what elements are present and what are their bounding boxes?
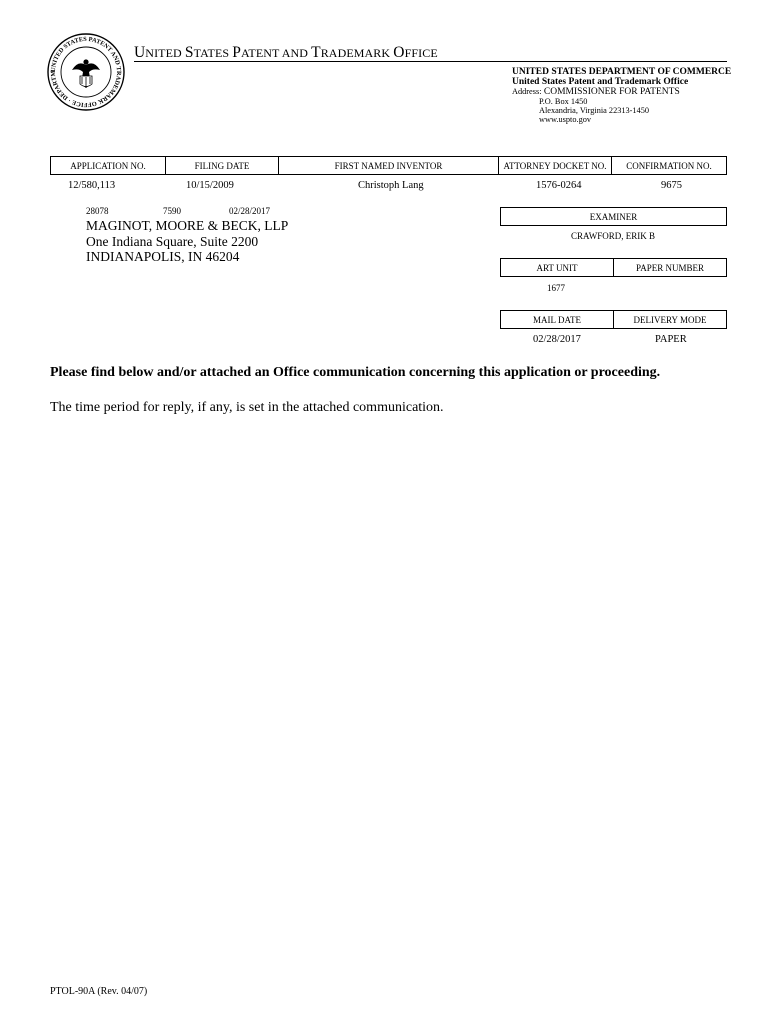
application-header-row — [50, 156, 727, 175]
header-application-no: APPLICATION NO. — [50, 156, 165, 175]
art-unit-label: ART UNIT — [500, 258, 614, 277]
address-line — [512, 87, 731, 97]
office-title-rest: FFICE — [404, 46, 438, 60]
examiner-name: CRAWFORD, ERIK B — [571, 231, 656, 241]
header-confirmation-no: CONFIRMATION NO. — [611, 156, 727, 175]
city-state-zip: Alexandria, Virginia 22313-1450 — [539, 106, 650, 115]
art-unit: 1677 — [547, 283, 565, 293]
office-title-cap: U — [134, 44, 146, 61]
po-box: P.O. Box 1450 — [539, 97, 588, 106]
office-title-cap: O — [393, 44, 405, 61]
department-address — [512, 67, 731, 124]
confirmation-no: 9675 — [661, 180, 682, 191]
firm-name: MAGINOT, MOORE & BECK, LLP — [86, 218, 289, 233]
form-number: PTOL-90A (Rev. 04/07) — [50, 986, 148, 997]
application-no: 12/580,113 — [68, 180, 116, 191]
header-first-inventor: FIRST NAMED INVENTOR — [278, 156, 498, 175]
office-title-rest: RADEMARK — [320, 46, 394, 60]
svg-text:UNITED STATES PATENT AND TRADE: UNITED STATES PATENT AND TRADEMARK OFFICE · DEPARTM — [49, 35, 123, 109]
office-title-rest: ATENT AND — [241, 46, 312, 60]
uspto-seal-icon — [46, 32, 126, 112]
first-inventor: Christoph Lang — [358, 180, 424, 191]
filing-date: 10/15/2009 — [186, 180, 234, 191]
street-address: One Indiana Square, Suite 2200 — [86, 233, 259, 249]
delivery-mode: PAPER — [655, 334, 687, 345]
customer-number: 28078 — [86, 206, 109, 216]
office-title-cap: S — [184, 44, 194, 61]
paper-number-label: PAPER NUMBER — [613, 258, 727, 277]
reply-period-text: The time period for reply, if any, is set in the attached communication. — [50, 400, 444, 415]
office-title-rest: NITED — [145, 46, 185, 60]
mail-date: 02/28/2017 — [533, 334, 581, 345]
header-attorney-docket: ATTORNEY DOCKET NO. — [498, 156, 611, 175]
website: www.uspto.gov — [539, 115, 592, 124]
department-name: UNITED STATES DEPARTMENT OF COMMERCE — [512, 67, 732, 77]
address-label: Address: — [512, 87, 542, 96]
office-name: United States Patent and Trademark Office — [512, 77, 689, 87]
delivery-mode-label: DELIVERY MODE — [613, 310, 727, 329]
header-rule — [134, 61, 727, 62]
office-title-rest: TATES — [193, 46, 233, 60]
attorney-docket-no: 1576-0264 — [536, 180, 582, 191]
correspondence-date: 02/28/2017 — [229, 206, 271, 216]
city-address: INDIANAPOLIS, IN 46204 — [86, 249, 240, 264]
header-filing-date: FILING DATE — [165, 156, 278, 175]
office-title-cap: T — [311, 44, 321, 61]
office-title — [134, 44, 438, 62]
office-communication-notice: Please find below and/or attached an Office communication concerning this application or proceeding. — [50, 365, 661, 380]
examiner-label: EXAMINER — [500, 207, 727, 226]
office-title-cap: P — [232, 44, 241, 61]
commissioner: COMMISSIONER FOR PATENTS — [543, 87, 680, 97]
mail-date-label: MAIL DATE — [500, 310, 614, 329]
correspondence-address — [86, 218, 288, 265]
correspondence-code: 7590 — [163, 206, 181, 216]
